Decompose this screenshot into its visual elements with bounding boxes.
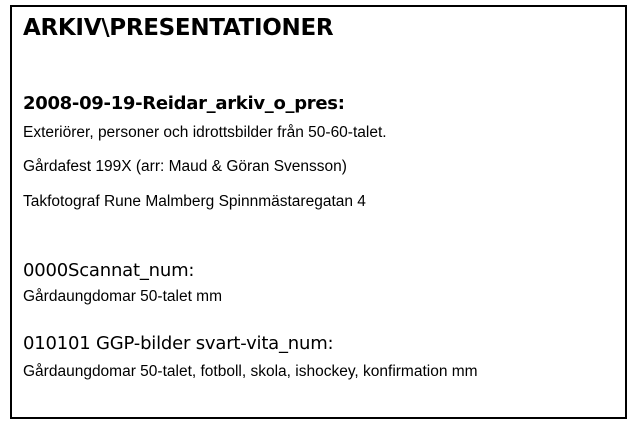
page-title: ARKIV\PRESENTATIONER bbox=[23, 15, 334, 41]
entry-line-1: Exteriörer, personer och idrottsbilder från 50-60-talet. bbox=[23, 124, 387, 141]
entry-heading: 2008-09-19-Reidar_arkiv_o_pres: bbox=[23, 93, 345, 114]
entry-line-3: Takfotograf Rune Malmberg Spinnmästaregatan 4 bbox=[23, 193, 366, 210]
section-2-heading: 010101 GGP-bilder svart-vita_num: bbox=[23, 333, 334, 354]
section-2-description: Gårdaungdomar 50-talet, fotboll, skola, ishockey, konfirmation mm bbox=[23, 363, 478, 380]
entry-line-2: Gårdafest 199X (arr: Maud & Göran Svensson) bbox=[23, 158, 347, 175]
section-1-heading: 0000Scannat_num: bbox=[23, 260, 195, 281]
section-1-description: Gårdaungdomar 50-talet mm bbox=[23, 288, 223, 305]
slide-frame bbox=[10, 5, 627, 419]
